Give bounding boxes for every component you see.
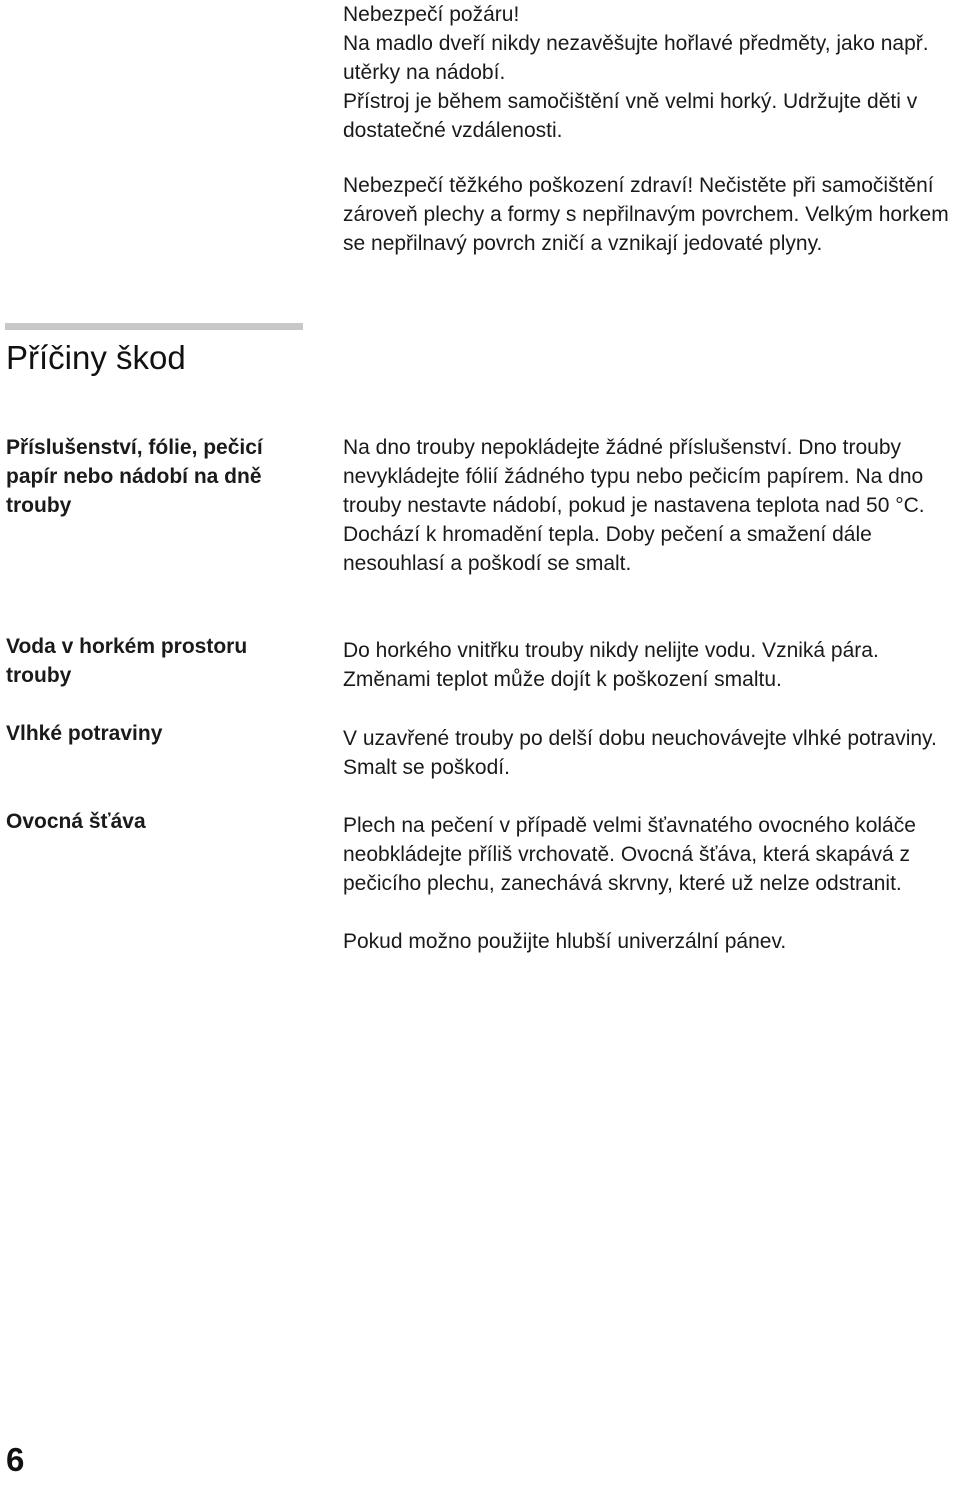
- cause-paragraph: Na dno trouby nepokládejte žádné příslušenství. Dno trouby nevykládejte fólií žádného typu nebo pečicím papírem. Na dno trouby nestavte nádobí, pokud je nastavena teplota nad 50 °C.: [343, 436, 925, 517]
- cause-text-water: [343, 636, 958, 694]
- cause-text-fruit-juice: [343, 811, 958, 956]
- cause-paragraph: Do horkého vnitřku trouby nikdy nelijte vodu. Vzniká pára. Změnami teplot může dojít k poškození smaltu.: [343, 639, 879, 691]
- cause-paragraph: Pokud možno použijte hlubší univerzální pánev.: [343, 930, 787, 953]
- page-number: 6: [6, 1441, 25, 1478]
- cause-paragraph: Plech na pečení v případě velmi šťavnatého ovocného koláče neobkládejte příliš vrchovatě. Ovocná šťáva, která skapává z pečicího plechu, zanechává skrvny, které už nelze odstranit.: [343, 814, 916, 895]
- fire-warning-heading: Nebezpečí požáru!: [343, 3, 520, 26]
- cause-text-moist-food: [343, 724, 958, 782]
- cause-label-water: Voda v horkém prostoru trouby: [6, 635, 248, 687]
- cause-paragraph: V uzavřené trouby po delší dobu neuchovávejte vlhké potraviny. Smalt se poškodí.: [343, 727, 937, 779]
- cause-paragraph: Dochází k hromadění tepla. Doby pečení a smažení dále nesouhlasí a poškodí se smalt.: [343, 523, 872, 575]
- section-title: Příčiny škod: [6, 339, 186, 376]
- cause-label-moist-food: Vlhké potraviny: [6, 722, 163, 745]
- cause-text-accessories: [343, 433, 958, 578]
- cause-label-accessories: Příslušenství, fólie, pečicí papír nebo nádobí na dně trouby: [6, 436, 263, 517]
- health-warning-text: Nebezpečí těžkého poškození zdraví! Nečistěte při samočištění zároveň plechy a formy s nepřilnavým povrchem. Velkým horkem se nepřilnavý povrch zničí a vznikají jedovaté plyny.: [343, 174, 949, 255]
- section-divider: [5, 323, 303, 330]
- cause-label-fruit-juice: Ovocná šťáva: [6, 810, 146, 833]
- fire-warning-text-2: Přístroj je během samočištění vně velmi horký. Udržujte děti v dostatečné vzdálenosti.: [343, 90, 918, 142]
- fire-warning-text-1: Na madlo dveří nikdy nezavěšujte hořlavé předměty, jako např. utěrky na nádobí.: [343, 32, 929, 84]
- fire-warning-block: [343, 0, 953, 145]
- health-warning-block: [343, 171, 953, 258]
